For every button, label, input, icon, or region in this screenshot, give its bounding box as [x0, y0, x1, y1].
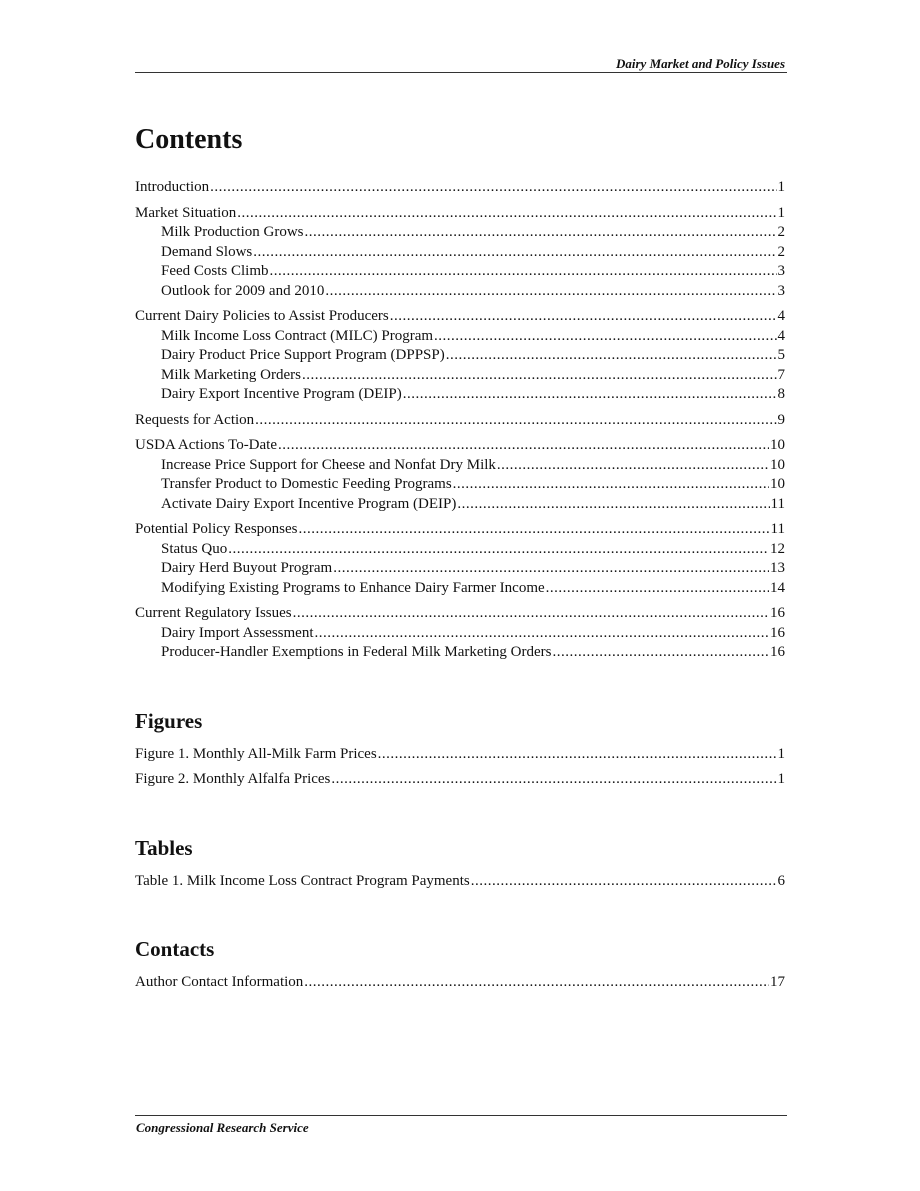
contents-list	[135, 178, 785, 663]
toc-entry-title: Dairy Herd Buyout Program	[161, 560, 333, 576]
toc-entry-page: 1	[777, 179, 785, 195]
toc-entry[interactable]	[135, 243, 785, 263]
toc-entry-title: Market Situation	[135, 204, 237, 221]
toc-entry-title: Increase Price Support for Cheese and Nonfat Dry Milk	[161, 456, 496, 473]
toc-entry-page: 16	[770, 624, 785, 641]
toc-entry[interactable]	[135, 262, 785, 282]
toc-entry[interactable]	[135, 204, 785, 224]
toc-leader-dots	[325, 282, 776, 302]
toc-entry[interactable]	[135, 385, 785, 405]
toc-leader-dots	[378, 745, 777, 765]
toc-entry-page: 16	[770, 644, 785, 660]
figures-section	[135, 707, 785, 790]
toc-entry[interactable]	[135, 973, 785, 993]
toc-leader-dots	[453, 475, 769, 495]
toc-entry-title: Potential Policy Responses	[135, 521, 298, 537]
toc-entry-title: Requests for Action	[135, 411, 255, 428]
toc-entry-page: 10	[770, 437, 785, 453]
toc-entry-page: 10	[770, 456, 785, 473]
toc-entry-title: Milk Marketing Orders	[161, 366, 301, 383]
toc-leader-dots	[471, 872, 777, 892]
toc-entry-title: Producer-Handler Exemptions in Federal Milk Marketing Orders	[161, 644, 552, 660]
toc-entry[interactable]	[135, 604, 785, 624]
contacts-section	[135, 935, 785, 993]
toc-entry-title: Demand Slows	[161, 243, 253, 260]
toc-entry-title: Figure 2. Monthly Alfalfa Prices	[135, 771, 331, 787]
toc-entry-title: Feed Costs Climb	[161, 263, 269, 279]
toc-leader-dots	[390, 307, 777, 327]
running-header: Dairy Market and Policy Issues	[616, 56, 785, 71]
toc-entry-title: Transfer Product to Domestic Feeding Programs	[161, 476, 452, 492]
toc-leader-dots	[304, 973, 769, 993]
toc-entry-title: Activate Dairy Export Incentive Program (DEIP)	[161, 495, 457, 512]
toc-entry-page: 1	[777, 204, 785, 221]
toc-entry-page: 2	[777, 243, 785, 260]
toc-entry-title: Introduction	[135, 179, 210, 195]
toc-entry-page: 8	[777, 386, 785, 402]
toc-entry-page: 1	[777, 745, 785, 762]
toc-leader-dots	[228, 540, 769, 560]
toc-entry[interactable]	[135, 559, 785, 579]
toc-entry-title: USDA Actions To-Date	[135, 437, 278, 453]
toc-leader-dots	[305, 223, 777, 243]
toc-leader-dots	[299, 520, 770, 540]
toc-entry-title: Author Contact Information	[135, 974, 304, 990]
toc-leader-dots	[278, 436, 769, 456]
toc-entry[interactable]	[135, 456, 785, 476]
toc-entry-title: Milk Income Loss Contract (MILC) Program	[161, 327, 434, 344]
toc-entry-title: Modifying Existing Programs to Enhance Dairy Farmer Income	[161, 579, 545, 596]
toc-entry[interactable]	[135, 307, 785, 327]
toc-entry-page: 13	[770, 560, 785, 576]
tables-heading: Tables	[135, 835, 193, 860]
toc-entry[interactable]	[135, 436, 785, 456]
toc-leader-dots	[403, 385, 777, 405]
toc-entry-title: Outlook for 2009 and 2010	[161, 282, 325, 299]
toc-entry-title: Current Dairy Policies to Assist Producers	[135, 308, 389, 324]
toc-entry-page: 14	[770, 579, 785, 596]
contacts-heading: Contacts	[135, 937, 215, 961]
toc-entry-page: 7	[777, 366, 785, 383]
toc-entry[interactable]	[135, 770, 785, 790]
toc-leader-dots	[497, 456, 769, 476]
toc-entry[interactable]	[135, 872, 785, 892]
toc-entry[interactable]	[135, 366, 785, 386]
toc-entry-title: Dairy Product Price Support Program (DPPSP)	[161, 347, 445, 363]
toc-entry[interactable]	[135, 475, 785, 495]
figures-list	[135, 745, 785, 790]
footer-rule	[135, 1115, 787, 1116]
toc-entry-title: Table 1. Milk Income Loss Contract Program Payments	[135, 872, 470, 889]
toc-leader-dots	[255, 411, 776, 431]
toc-entry-page: 1	[777, 771, 785, 787]
toc-entry[interactable]	[135, 346, 785, 366]
toc-entry[interactable]	[135, 643, 785, 663]
toc-entry[interactable]	[135, 745, 785, 765]
toc-entry-page: 3	[777, 282, 785, 299]
toc-entry-page: 3	[777, 263, 785, 279]
running-footer: Congressional Research Service	[136, 1120, 309, 1135]
figures-heading: Figures	[135, 708, 203, 733]
toc-entry-title: Current Regulatory Issues	[135, 605, 292, 621]
toc-entry-page: 12	[770, 540, 785, 557]
tables-section	[135, 834, 785, 892]
toc-entry-page: 9	[777, 411, 785, 428]
toc-leader-dots	[293, 604, 769, 624]
toc-leader-dots	[546, 579, 769, 599]
toc-entry-page: 4	[777, 308, 785, 324]
toc-entry[interactable]	[135, 540, 785, 560]
contents-section	[135, 122, 785, 663]
toc-entry[interactable]	[135, 411, 785, 431]
toc-entry-page: 2	[777, 224, 785, 240]
toc-entry[interactable]	[135, 178, 785, 198]
toc-leader-dots	[314, 624, 769, 644]
toc-entry-title: Figure 1. Monthly All-Milk Farm Prices	[135, 745, 377, 762]
toc-entry[interactable]	[135, 520, 785, 540]
toc-entry[interactable]	[135, 223, 785, 243]
toc-entry-title: Dairy Import Assessment	[161, 624, 314, 641]
header-rule	[135, 72, 787, 73]
toc-entry-page: 11	[770, 521, 785, 537]
toc-entry-page: 16	[770, 605, 785, 621]
toc-leader-dots	[270, 262, 777, 282]
contents-heading: Contents	[135, 124, 243, 155]
toc-leader-dots	[331, 770, 776, 790]
toc-leader-dots	[434, 327, 776, 347]
toc-entry-page: 5	[777, 347, 785, 363]
toc-entry-page: 17	[770, 974, 785, 990]
toc-leader-dots	[210, 178, 776, 198]
toc-leader-dots	[446, 346, 777, 366]
toc-entry[interactable]	[135, 495, 785, 515]
toc-entry-title: Status Quo	[161, 540, 228, 557]
toc-entry-page: 6	[777, 872, 785, 889]
contacts-list	[135, 973, 785, 993]
toc-leader-dots	[237, 204, 776, 224]
toc-entry-title: Dairy Export Incentive Program (DEIP)	[161, 386, 402, 402]
toc-entry[interactable]	[135, 624, 785, 644]
toc-leader-dots	[552, 643, 769, 663]
toc-entry-page: 10	[770, 476, 785, 492]
toc-content	[135, 122, 785, 1037]
toc-entry-page: 11	[770, 495, 785, 512]
toc-leader-dots	[457, 495, 769, 515]
toc-entry-title: Milk Production Grows	[161, 224, 304, 240]
toc-leader-dots	[253, 243, 776, 263]
toc-entry[interactable]	[135, 282, 785, 302]
toc-entry[interactable]	[135, 579, 785, 599]
toc-leader-dots	[333, 559, 769, 579]
toc-leader-dots	[302, 366, 777, 386]
toc-entry[interactable]	[135, 327, 785, 347]
tables-list	[135, 872, 785, 892]
toc-entry-page: 4	[777, 327, 785, 344]
